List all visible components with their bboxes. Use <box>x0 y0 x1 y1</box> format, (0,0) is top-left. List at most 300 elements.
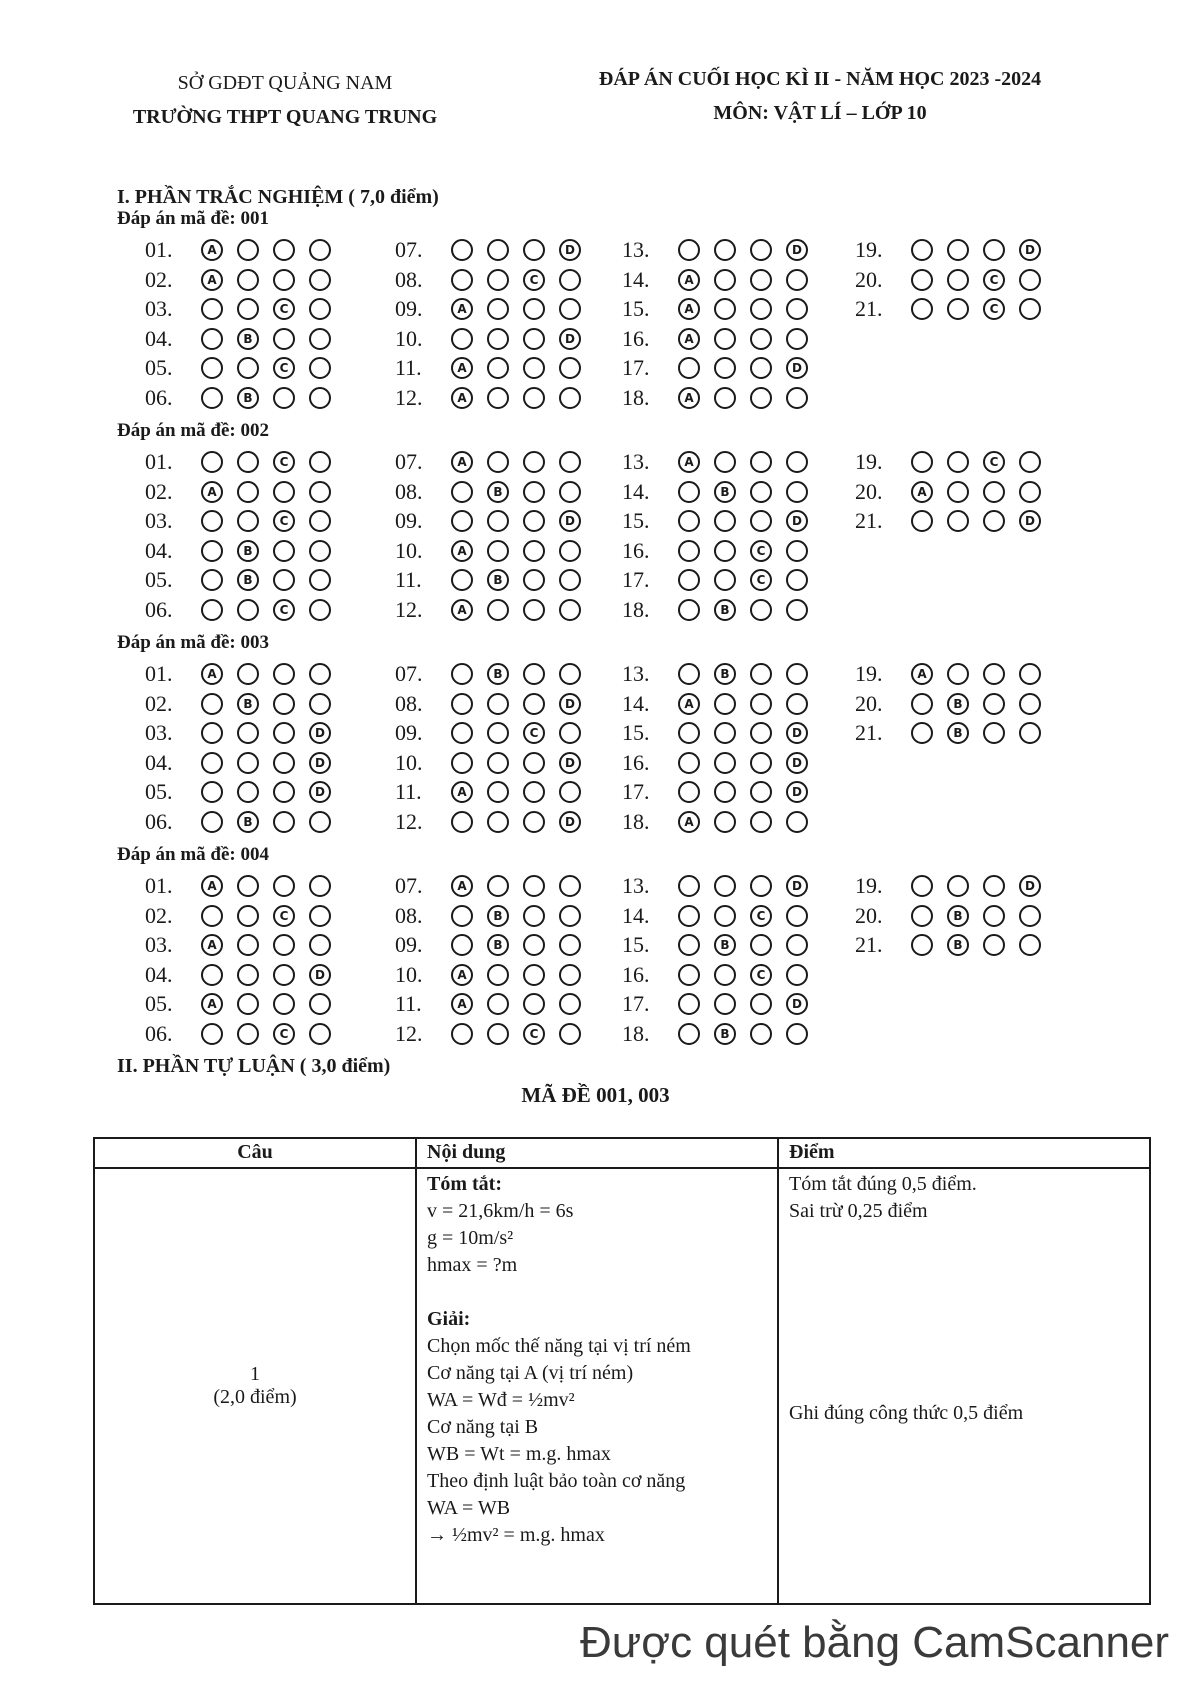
answer-bubble-selected: B <box>237 328 259 350</box>
answer-bubble <box>714 964 736 986</box>
answer-bubble <box>911 298 933 320</box>
answer-bubble <box>678 905 700 927</box>
question-number: 01. <box>145 873 173 898</box>
answer-bubble <box>451 269 473 291</box>
answer-bubble <box>750 298 772 320</box>
answer-bubble-selected: C <box>273 599 295 621</box>
answer-bubble <box>786 328 808 350</box>
answer-bubble-selected: C <box>750 569 772 591</box>
answer-bubble <box>487 328 509 350</box>
answer-row <box>395 506 595 536</box>
answer-bubble <box>487 811 509 833</box>
answer-bubble-selected: D <box>559 328 581 350</box>
answer-bubble-selected: D <box>309 722 331 744</box>
question-number: 09. <box>395 720 423 745</box>
question-number: 17. <box>622 567 650 592</box>
answer-row <box>622 901 822 931</box>
answer-bubble <box>947 451 969 473</box>
question-number: 03. <box>145 508 173 533</box>
answer-bubble <box>750 993 772 1015</box>
answer-bubble <box>947 663 969 685</box>
answer-bubble-selected: A <box>201 481 223 503</box>
answer-bubble <box>273 934 295 956</box>
answer-bubble <box>947 239 969 261</box>
answer-bubble <box>523 540 545 562</box>
answer-bubble <box>983 934 1005 956</box>
answer-bubble <box>786 451 808 473</box>
answer-bubble <box>983 905 1005 927</box>
answer-bubble-selected: D <box>309 781 331 803</box>
question-number: 20. <box>855 266 883 292</box>
answer-bubble <box>237 722 259 744</box>
question-number: 06. <box>145 596 173 622</box>
exam-title: ĐÁP ÁN CUỐI HỌC KÌ II - NĂM HỌC 2023 -2024 <box>598 68 1042 90</box>
answer-bubble-selected: D <box>559 510 581 532</box>
answer-bubble <box>523 451 545 473</box>
answer-bubble <box>559 934 581 956</box>
question-number: 08. <box>395 266 423 292</box>
question-number: 10. <box>395 325 423 351</box>
answer-bubble <box>487 1023 509 1045</box>
question-number: 12. <box>395 384 423 410</box>
answer-bubble-selected: B <box>487 481 509 503</box>
essay-header-row <box>94 1138 1150 1168</box>
answer-bubble <box>523 663 545 685</box>
answer-row <box>395 718 595 748</box>
question-number: 19. <box>855 661 883 686</box>
essay-row-1 <box>94 1168 1150 1604</box>
answer-row <box>145 536 345 566</box>
answer-key-label: Đáp án mã đề: 004 <box>117 844 270 865</box>
question-number: 01. <box>145 237 173 262</box>
question-number: 16. <box>622 749 650 775</box>
answer-row <box>395 235 595 265</box>
answer-row <box>622 235 822 265</box>
question-number: 11. <box>395 355 422 380</box>
answer-bubble <box>237 481 259 503</box>
question-number: 06. <box>145 384 173 410</box>
answer-bubble <box>201 569 223 591</box>
answer-row <box>145 353 345 383</box>
answer-row <box>622 930 822 960</box>
question-number: 21. <box>855 720 883 745</box>
answer-bubble <box>559 357 581 379</box>
question-number: 02. <box>145 478 173 504</box>
answer-bubble-selected: D <box>786 752 808 774</box>
answer-bubble <box>273 328 295 350</box>
question-number: 02. <box>145 266 173 292</box>
answer-bubble-selected: A <box>678 269 700 291</box>
answer-bubble <box>714 875 736 897</box>
answer-bubble-selected: B <box>487 934 509 956</box>
conservation-law: Theo định luật bảo toàn cơ năng <box>427 1470 686 1492</box>
answer-bubble-selected: B <box>714 934 736 956</box>
answer-bubble <box>523 993 545 1015</box>
answer-bubble <box>714 811 736 833</box>
question-number: 09. <box>395 508 423 533</box>
question-number: 14. <box>622 478 650 504</box>
answer-bubble <box>201 298 223 320</box>
question-number: 11. <box>395 991 422 1016</box>
answer-bubble <box>487 239 509 261</box>
answer-bubble <box>523 934 545 956</box>
answer-bubble <box>678 875 700 897</box>
answer-row <box>622 324 822 354</box>
answer-row <box>395 383 595 413</box>
question-number: 17. <box>622 779 650 804</box>
answer-bubble <box>273 269 295 291</box>
answer-bubble <box>201 964 223 986</box>
answer-bubble <box>559 1023 581 1045</box>
answer-bubble-selected: C <box>273 1023 295 1045</box>
answer-bubble <box>750 387 772 409</box>
answer-row <box>395 689 595 719</box>
answer-row <box>145 960 345 990</box>
answer-bubble <box>273 693 295 715</box>
answer-bubble <box>451 663 473 685</box>
answer-bubble <box>750 781 772 803</box>
answer-row <box>145 871 345 901</box>
answer-bubble <box>983 875 1005 897</box>
answer-row <box>622 748 822 778</box>
question-number: 15. <box>622 720 650 745</box>
answer-bubble-selected: C <box>750 964 772 986</box>
answer-row <box>855 235 1055 265</box>
answer-row <box>395 930 595 960</box>
department-name: SỞ GDĐT QUẢNG NAM <box>177 72 393 94</box>
question-number: 07. <box>395 449 423 474</box>
answer-bubble <box>559 540 581 562</box>
answer-bubble-selected: B <box>487 905 509 927</box>
answer-row <box>395 748 595 778</box>
answer-bubble-selected: A <box>451 387 473 409</box>
answer-bubble-selected: D <box>1019 239 1041 261</box>
question-points: (2,0 điểm) <box>213 1386 297 1408</box>
answer-key-label: Đáp án mã đề: 002 <box>117 420 270 441</box>
answer-bubble <box>451 481 473 503</box>
answer-row <box>622 777 822 807</box>
answer-row <box>622 807 822 837</box>
answer-bubble-selected: C <box>523 722 545 744</box>
answer-bubble <box>201 781 223 803</box>
answer-row <box>622 871 822 901</box>
answer-bubble <box>523 964 545 986</box>
answer-row <box>622 294 822 324</box>
question-number: 07. <box>395 661 423 686</box>
answer-bubble <box>714 993 736 1015</box>
answer-bubble <box>983 722 1005 744</box>
answer-bubble <box>750 693 772 715</box>
answer-bubble-selected: B <box>487 569 509 591</box>
question-number: 05. <box>145 779 173 804</box>
energy-at-a-formula: WA = Wđ = ½mv² <box>427 1389 575 1411</box>
answer-bubble <box>1019 693 1041 715</box>
answer-bubble <box>523 569 545 591</box>
answer-bubble <box>201 510 223 532</box>
answer-bubble <box>786 269 808 291</box>
answer-bubble-selected: B <box>487 663 509 685</box>
question-number: 16. <box>622 325 650 351</box>
answer-bubble <box>237 269 259 291</box>
answer-bubble <box>487 357 509 379</box>
question-number: 13. <box>622 237 650 262</box>
answer-bubble <box>714 357 736 379</box>
answer-bubble <box>487 781 509 803</box>
answer-bubble <box>678 663 700 685</box>
answer-bubble <box>678 540 700 562</box>
answer-row <box>622 536 822 566</box>
question-number: 04. <box>145 325 173 351</box>
answer-bubble-selected: A <box>451 964 473 986</box>
answer-row <box>855 447 1055 477</box>
section2-title: II. PHẦN TỰ LUẬN ( 3,0 điểm) <box>117 1055 391 1077</box>
answer-row <box>145 989 345 1019</box>
answer-bubble-selected: A <box>451 993 473 1015</box>
answer-row <box>395 960 595 990</box>
answer-bubble-selected: B <box>714 663 736 685</box>
answer-bubble-selected: D <box>786 993 808 1015</box>
answer-bubble <box>523 781 545 803</box>
question-number: 09. <box>395 296 423 321</box>
question-number: 19. <box>855 873 883 898</box>
answer-bubble <box>750 811 772 833</box>
answer-bubble <box>714 752 736 774</box>
answer-row <box>855 294 1055 324</box>
answer-bubble <box>559 451 581 473</box>
answer-bubble <box>237 905 259 927</box>
answer-bubble <box>309 387 331 409</box>
answer-bubble <box>714 569 736 591</box>
question-number: 07. <box>395 873 423 898</box>
answer-bubble-selected: A <box>678 811 700 833</box>
question-number: 21. <box>855 508 883 533</box>
final-equation: → ½mv² = m.g. hmax <box>427 1524 605 1546</box>
answer-bubble <box>559 663 581 685</box>
answer-bubble <box>786 569 808 591</box>
answer-row <box>395 353 595 383</box>
answer-bubble-selected: D <box>559 693 581 715</box>
question-number: 07. <box>395 237 423 262</box>
answer-bubble-selected: A <box>678 451 700 473</box>
answer-bubble <box>237 964 259 986</box>
answer-bubble <box>559 298 581 320</box>
answer-bubble <box>487 993 509 1015</box>
answer-bubble <box>786 540 808 562</box>
answer-bubble <box>983 239 1005 261</box>
answer-bubble <box>309 540 331 562</box>
answer-bubble <box>523 752 545 774</box>
answer-bubble-selected: C <box>273 510 295 532</box>
col-score-header: Điểm <box>778 1138 1150 1168</box>
answer-bubble <box>678 934 700 956</box>
answer-bubble <box>523 239 545 261</box>
answer-row <box>395 901 595 931</box>
answer-row <box>622 595 822 625</box>
answer-key-label: Đáp án mã đề: 003 <box>117 632 270 653</box>
answer-bubble <box>559 964 581 986</box>
answer-bubble <box>309 298 331 320</box>
answer-bubble <box>911 510 933 532</box>
answer-bubble <box>678 569 700 591</box>
answer-bubble-selected: A <box>911 481 933 503</box>
answer-bubble <box>523 811 545 833</box>
answer-bubble-selected: C <box>983 451 1005 473</box>
answer-bubble <box>309 811 331 833</box>
answer-bubble <box>237 663 259 685</box>
answer-row <box>145 689 345 719</box>
answer-bubble <box>451 569 473 591</box>
question-number: 05. <box>145 355 173 380</box>
answer-bubble <box>237 298 259 320</box>
answer-bubble-selected: C <box>273 357 295 379</box>
answer-bubble <box>523 510 545 532</box>
answer-bubble <box>523 387 545 409</box>
answer-bubble <box>714 269 736 291</box>
answer-bubble-selected: A <box>911 663 933 685</box>
answer-bubble <box>309 481 331 503</box>
answer-bubble <box>911 451 933 473</box>
answer-bubble-selected: C <box>983 298 1005 320</box>
question-number: 02. <box>145 902 173 928</box>
answer-bubble <box>201 693 223 715</box>
answer-bubble-selected: B <box>714 1023 736 1045</box>
answer-bubble <box>309 875 331 897</box>
answer-bubble <box>911 934 933 956</box>
answer-bubble <box>1019 298 1041 320</box>
answer-bubble-selected: C <box>983 269 1005 291</box>
answer-bubble <box>786 599 808 621</box>
answer-bubble-selected: A <box>678 387 700 409</box>
answer-bubble <box>911 239 933 261</box>
question-number: 17. <box>622 991 650 1016</box>
answer-bubble-selected: D <box>786 781 808 803</box>
answer-row <box>395 777 595 807</box>
question-number: 12. <box>395 596 423 622</box>
answer-bubble <box>786 905 808 927</box>
answer-row <box>855 871 1055 901</box>
answer-bubble <box>201 1023 223 1045</box>
answer-bubble-selected: D <box>786 510 808 532</box>
answer-row <box>145 324 345 354</box>
answer-row <box>145 718 345 748</box>
answer-bubble <box>750 1023 772 1045</box>
answer-bubble <box>451 905 473 927</box>
answer-row <box>855 659 1055 689</box>
question-number: 10. <box>395 749 423 775</box>
section1-title: I. PHẦN TRẮC NGHIỆM ( 7,0 điểm) <box>117 186 439 208</box>
answer-bubble <box>309 357 331 379</box>
answer-bubble <box>273 964 295 986</box>
answer-bubble <box>237 599 259 621</box>
answer-bubble <box>273 239 295 261</box>
answer-bubble <box>487 599 509 621</box>
answer-row <box>855 901 1055 931</box>
answer-bubble <box>750 239 772 261</box>
answer-bubble <box>750 934 772 956</box>
answer-bubble <box>678 1023 700 1045</box>
answer-bubble <box>559 387 581 409</box>
answer-bubble <box>201 357 223 379</box>
question-number: 20. <box>855 902 883 928</box>
answer-bubble-selected: A <box>678 328 700 350</box>
answer-bubble <box>487 269 509 291</box>
question-number: 21. <box>855 296 883 321</box>
answer-bubble <box>714 328 736 350</box>
answer-bubble <box>559 599 581 621</box>
answer-bubble <box>750 752 772 774</box>
content-cell <box>416 1168 778 1604</box>
question-number: 14. <box>622 690 650 716</box>
col-cau-header: Câu <box>94 1138 416 1168</box>
answer-row <box>395 659 595 689</box>
answer-bubble <box>237 451 259 473</box>
question-number: 09. <box>395 932 423 957</box>
answer-bubble <box>237 239 259 261</box>
answer-bubble <box>451 722 473 744</box>
answer-bubble <box>237 1023 259 1045</box>
answer-bubble-selected: B <box>947 693 969 715</box>
question-number: 19. <box>855 449 883 474</box>
answer-row <box>145 777 345 807</box>
question-number: 03. <box>145 296 173 321</box>
answer-bubble <box>309 993 331 1015</box>
answer-row <box>855 689 1055 719</box>
answer-row <box>855 506 1055 536</box>
answer-bubble <box>201 328 223 350</box>
subject-title: MÔN: VẬT LÍ – LỚP 10 <box>713 102 927 124</box>
answer-row <box>395 989 595 1019</box>
question-number: 16. <box>622 537 650 563</box>
answer-row <box>145 383 345 413</box>
answer-row <box>145 477 345 507</box>
answer-bubble <box>451 510 473 532</box>
essay-table <box>93 1137 1151 1605</box>
question-number: 15. <box>622 508 650 533</box>
answer-bubble <box>983 663 1005 685</box>
answer-bubble <box>273 481 295 503</box>
answer-bubble <box>786 693 808 715</box>
answer-bubble <box>750 663 772 685</box>
answer-bubble-selected: A <box>201 239 223 261</box>
answer-bubble <box>273 752 295 774</box>
answer-bubble <box>309 934 331 956</box>
answer-bubble <box>273 811 295 833</box>
scanner-watermark: Được quét bằng CamScanner <box>580 1618 1170 1667</box>
answer-bubble-selected: B <box>947 905 969 927</box>
answer-row <box>145 595 345 625</box>
answer-bubble <box>451 934 473 956</box>
answer-row <box>145 565 345 595</box>
answer-bubble <box>487 964 509 986</box>
question-number: 03. <box>145 720 173 745</box>
answer-bubble <box>237 357 259 379</box>
answer-bubble-selected: C <box>273 451 295 473</box>
answer-bubble <box>559 993 581 1015</box>
question-number: 11. <box>395 567 422 592</box>
score-formula: Ghi đúng công thức 0,5 điểm <box>789 1402 1024 1424</box>
question-number: 13. <box>622 661 650 686</box>
answer-bubble <box>523 875 545 897</box>
answer-bubble <box>273 781 295 803</box>
answer-row <box>622 506 822 536</box>
answer-bubble <box>678 964 700 986</box>
question-number: 05. <box>145 991 173 1016</box>
answer-bubble <box>237 993 259 1015</box>
answer-bubble-selected: D <box>559 752 581 774</box>
answer-bubble-selected: A <box>451 599 473 621</box>
exam-header <box>530 62 1110 130</box>
answer-bubble-selected: D <box>309 752 331 774</box>
